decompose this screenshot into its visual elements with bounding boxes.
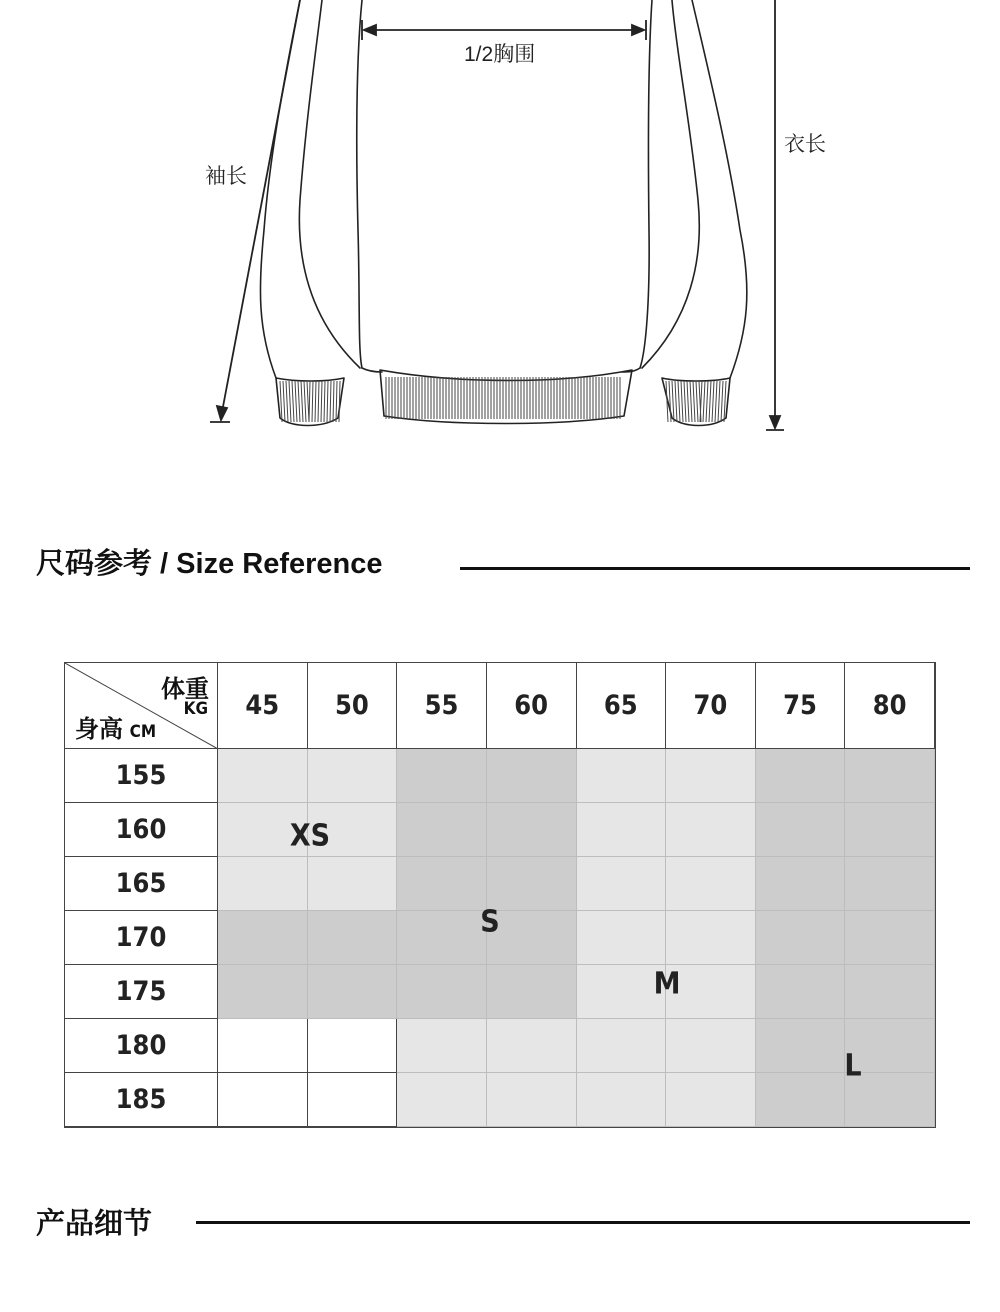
size-reference-divider <box>460 567 970 570</box>
weight-axis-label: 体重 <box>161 676 209 703</box>
weight-header-60: 60 <box>487 663 577 749</box>
size-cell <box>845 965 935 1019</box>
height-axis-text: 身高 <box>75 716 123 743</box>
weight-header-70: 70 <box>666 663 756 749</box>
size-cell <box>845 749 935 803</box>
size-cell <box>666 1073 756 1127</box>
size-cell <box>218 965 308 1019</box>
size-cell <box>756 857 846 911</box>
size-cell <box>577 1073 667 1127</box>
height-header-175: 175 <box>65 965 218 1019</box>
size-cell <box>845 803 935 857</box>
weight-header-80: 80 <box>845 663 935 749</box>
weight-header-50: 50 <box>308 663 398 749</box>
size-label-l: L <box>844 1048 862 1084</box>
size-cell <box>666 749 756 803</box>
size-cell <box>218 857 308 911</box>
size-cell <box>487 911 577 965</box>
size-cell <box>756 749 846 803</box>
height-unit-label: CM <box>129 722 157 742</box>
size-cell <box>308 749 398 803</box>
right-sleeve-inner <box>642 0 699 368</box>
size-cell <box>756 1019 846 1073</box>
size-cell <box>397 749 487 803</box>
size-cell <box>487 1019 577 1073</box>
weight-header-65: 65 <box>577 663 667 749</box>
size-label-xs: XS <box>289 818 331 854</box>
size-cell <box>577 1019 667 1073</box>
sleeve-length-label: 袖长 <box>205 165 247 188</box>
height-header-160: 160 <box>65 803 218 857</box>
size-cell <box>397 965 487 1019</box>
height-header-185: 185 <box>65 1073 218 1127</box>
weight-header-75: 75 <box>756 663 846 749</box>
chest-width-label: 1/2胸围 <box>464 43 536 66</box>
height-header-180: 180 <box>65 1019 218 1073</box>
size-label-s: S <box>480 904 500 940</box>
size-cell <box>218 911 308 965</box>
size-cell <box>397 911 487 965</box>
size-label-m: M <box>653 966 681 1002</box>
height-axis-label <box>75 709 156 744</box>
size-cell <box>577 857 667 911</box>
weight-unit-label: KG <box>183 699 208 719</box>
size-cell <box>756 965 846 1019</box>
size-cell <box>397 803 487 857</box>
size-cell <box>308 1019 398 1073</box>
size-cell <box>845 911 935 965</box>
size-cell <box>218 1073 308 1127</box>
left-sleeve-inner <box>299 0 360 368</box>
size-cell <box>308 1073 398 1127</box>
body-left-side <box>357 0 362 368</box>
body-length-label: 衣长 <box>784 133 826 156</box>
size-cell <box>487 749 577 803</box>
weight-header-45: 45 <box>218 663 308 749</box>
size-cell <box>308 857 398 911</box>
size-cell <box>666 857 756 911</box>
size-cell <box>487 857 577 911</box>
size-cell <box>666 911 756 965</box>
size-cell <box>308 965 398 1019</box>
size-cell <box>756 911 846 965</box>
height-header-155: 155 <box>65 749 218 803</box>
size-reference-title: 尺码参考 / Size Reference <box>36 548 383 580</box>
weight-header-55: 55 <box>397 663 487 749</box>
height-header-165: 165 <box>65 857 218 911</box>
height-header-170: 170 <box>65 911 218 965</box>
size-cell <box>666 803 756 857</box>
size-cell <box>666 1019 756 1073</box>
size-cell <box>397 857 487 911</box>
size-cell <box>845 857 935 911</box>
left-sleeve-outer <box>260 0 300 378</box>
body-right-side <box>640 0 652 368</box>
size-cell <box>487 1073 577 1127</box>
size-cell <box>487 803 577 857</box>
size-cell <box>577 749 667 803</box>
right-sleeve-outer <box>692 0 747 378</box>
size-chart-table <box>64 662 936 1128</box>
size-cell <box>487 965 577 1019</box>
size-cell <box>397 1019 487 1073</box>
size-cell <box>577 911 667 965</box>
size-cell <box>218 749 308 803</box>
size-cell <box>756 1073 846 1127</box>
size-cell <box>308 911 398 965</box>
product-details-divider <box>196 1221 970 1224</box>
table-corner-header <box>65 663 218 749</box>
size-cell <box>397 1073 487 1127</box>
size-cell <box>218 1019 308 1073</box>
product-details-title: 产品细节 <box>36 1208 153 1240</box>
size-cell <box>577 803 667 857</box>
size-cell <box>756 803 846 857</box>
